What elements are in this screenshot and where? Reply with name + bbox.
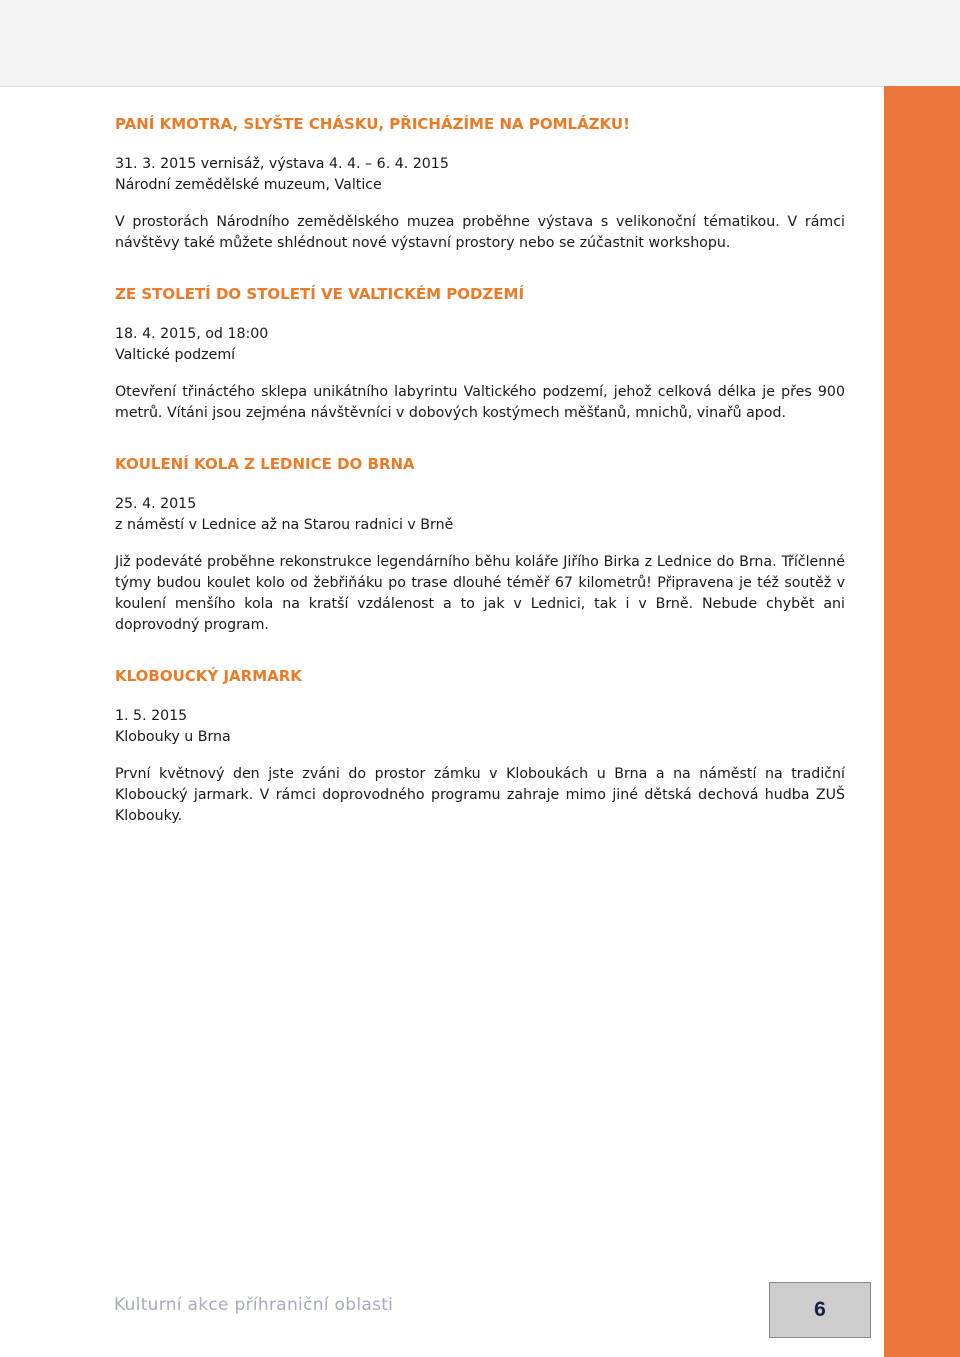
document-body bbox=[115, 114, 845, 827]
event-podzemi bbox=[115, 284, 845, 424]
event-place: Valtické podzemí bbox=[115, 347, 236, 363]
event-description: V prostorách Národního zemědělského muzea proběhne výstava s velikonoční tématikou. V rámci návštěvy také můžete shlédnout nové výstavní prostory nebo se zúčastnit workshopu. bbox=[115, 214, 845, 251]
event-jarmark bbox=[115, 666, 845, 827]
top-header-band bbox=[0, 0, 960, 87]
event-title: KOULENÍ KOLA Z LEDNICE DO BRNA bbox=[115, 455, 415, 473]
page-number-box bbox=[769, 1282, 871, 1338]
event-description: První květnový den jste zváni do prostor zámku v Kloboukách u Brna a na náměstí na tradiční Kloboucký jarmark. V rámci doprovodného programu zahraje mimo jiné dětská dechová hudba ZUŠ Klobouky. bbox=[115, 766, 845, 824]
page-number: 6 bbox=[814, 1298, 826, 1321]
event-title: ZE STOLETÍ DO STOLETÍ VE VALTICKÉM PODZEMÍ bbox=[115, 285, 525, 303]
event-description: Již podeváté proběhne rekonstrukce legendárního běhu koláře Jiřího Birka z Lednice do Brna. Tříčlenné týmy budou koulet kolo od žebřiňáku po trase dlouhé téměř 67 kilometrů! Připravena je též soutěž v koulení menšího kola na kratší vzdálenost a to jak v Lednici, tak i v Brně. Nebude chybět ani doprovodný program. bbox=[115, 554, 845, 633]
footer-label: Kulturní akce příhraniční oblasti bbox=[114, 1295, 394, 1315]
event-place: Národní zemědělské muzeum, Valtice bbox=[115, 177, 382, 193]
event-date: 1. 5. 2015 bbox=[115, 708, 188, 724]
event-title: PANÍ KMOTRA, SLYŠTE CHÁSKU, PŘICHÁZÍME NA POMLÁZKU! bbox=[115, 115, 630, 133]
event-title: KLOBOUCKÝ JARMARK bbox=[115, 667, 302, 685]
side-accent-bar bbox=[884, 86, 960, 1357]
event-date: 25. 4. 2015 bbox=[115, 496, 197, 512]
event-place: z náměstí v Lednice až na Starou radnici v Brně bbox=[115, 517, 454, 533]
event-date: 18. 4. 2015, od 18:00 bbox=[115, 326, 269, 342]
event-pomlazka bbox=[115, 114, 845, 254]
event-description: Otevření třináctého sklepa unikátního labyrintu Valtického podzemí, jehož celková délka je přes 900 metrů. Vítáni jsou zejména návštěvníci v dobových kostýmech měšťanů, mnichů, vinařů apod. bbox=[115, 384, 845, 421]
event-kouleni-kola bbox=[115, 454, 845, 636]
event-date: 31. 3. 2015 vernisáž, výstava 4. 4. – 6. 4. 2015 bbox=[115, 156, 449, 172]
event-place: Klobouky u Brna bbox=[115, 729, 231, 745]
